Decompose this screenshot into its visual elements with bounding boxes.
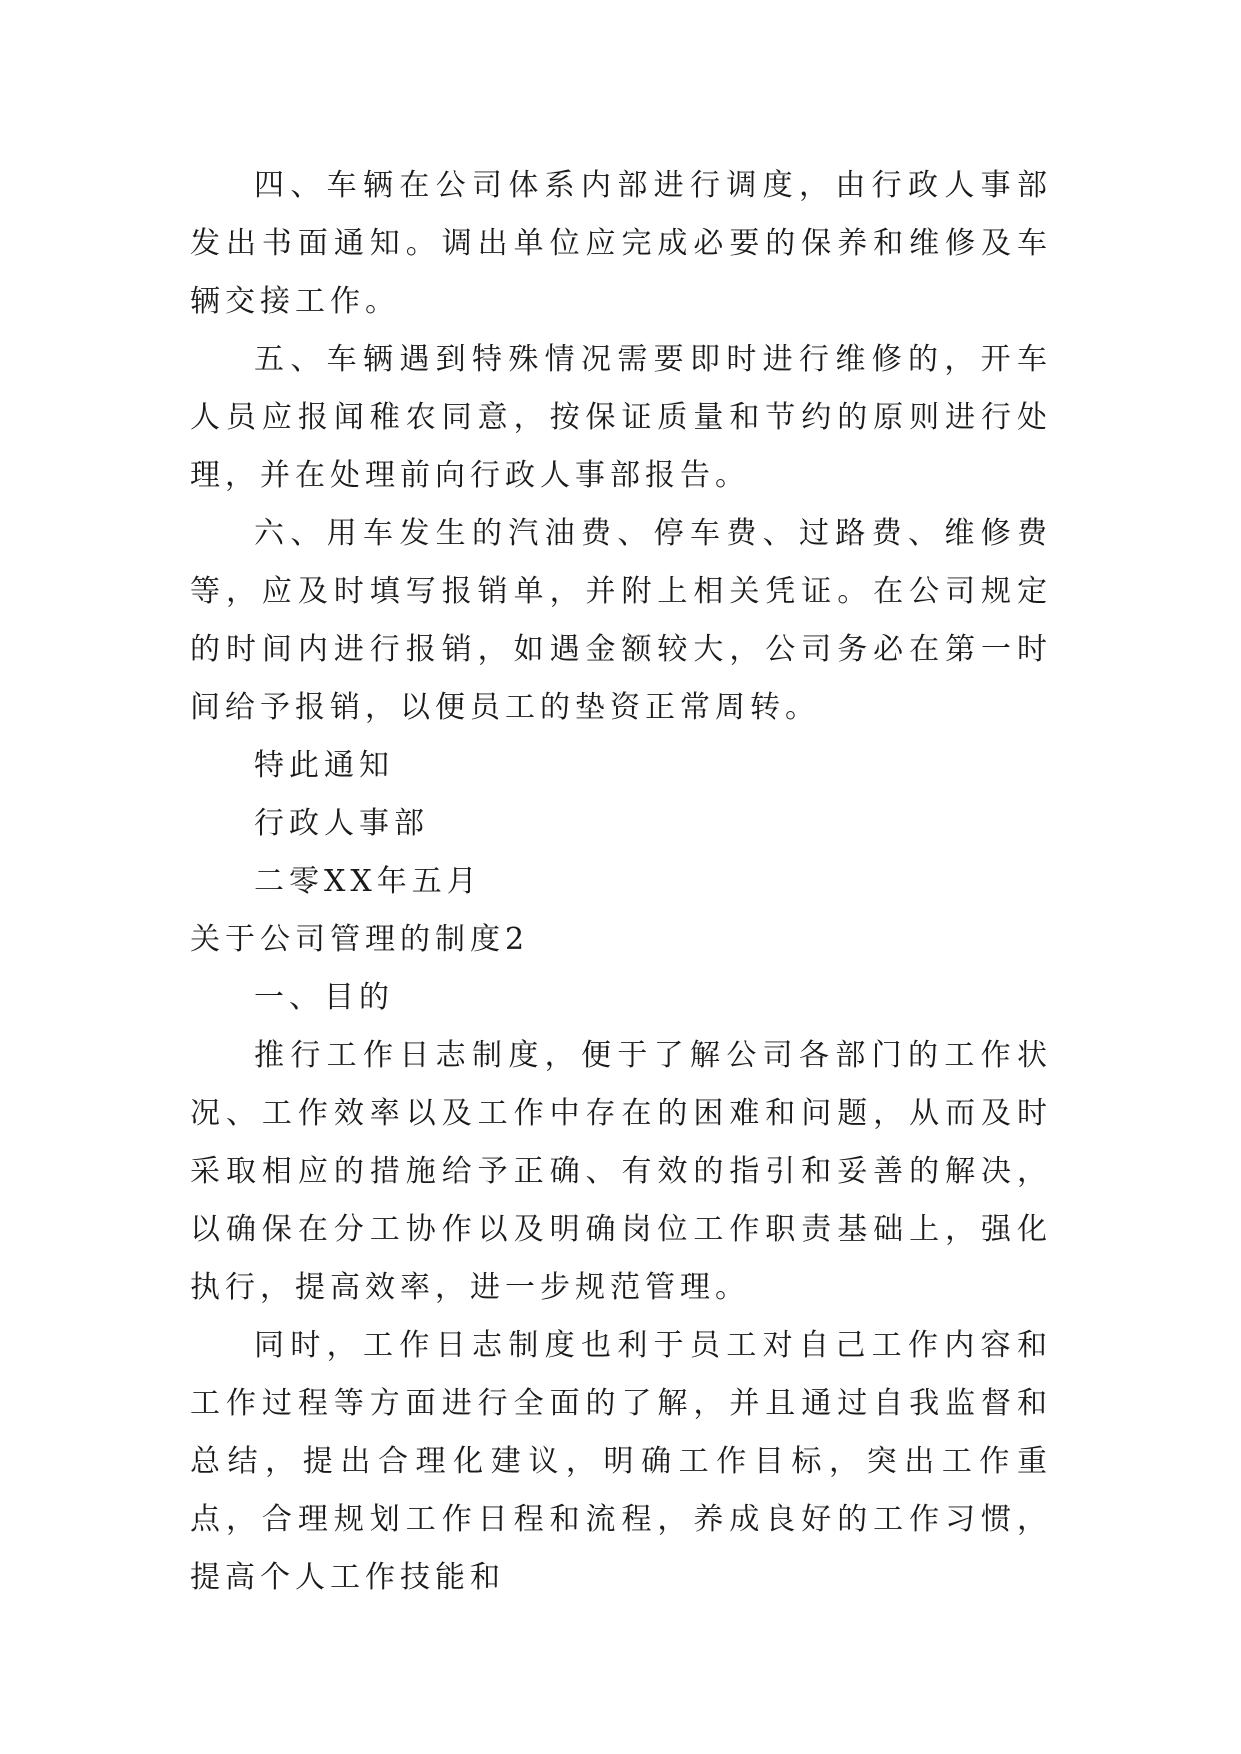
- paragraph-vehicle-repair: 五、车辆遇到特殊情况需要即时进行维修的，开车人员应报闻稚农同意，按保证质量和节约的原则进行处理，并在处理前向行政人事部报告。: [190, 342, 1052, 493]
- section-subheading: 一、目的: [254, 980, 394, 1015]
- paragraph-vehicle-dispatch: 四、车辆在公司体系内部进行调度，由行政人事部发出书面通知。调出单位应完成必要的保养和维修及车辆交接工作。: [190, 168, 1052, 319]
- closing-department: 行政人事部: [254, 806, 429, 841]
- paragraph-vehicle-expenses: 六、用车发生的汽油费、停车费、过路费、维修费等，应及时填写报销单，并附上相关凭证。在公司规定的时间内进行报销，如遇金额较大，公司务必在第一时间给予报销，以便员工的垫资正常周转。: [190, 516, 1052, 725]
- closing-date: 二零XX年五月: [254, 864, 482, 899]
- section-title: 关于公司管理的制度2: [190, 922, 530, 957]
- paragraph-purpose-2: 同时，工作日志制度也利于员工对自己工作内容和工作过程等方面进行全面的了解，并且通过自我监督和总结，提出合理化建议，明确工作目标，突出工作重点，合理规划工作日程和流程，养成良好的工作习惯，提高个人工作技能和: [190, 1328, 1052, 1595]
- paragraph-purpose-1: 推行工作日志制度，便于了解公司各部门的工作状况、工作效率以及工作中存在的困难和问题，从而及时采取相应的措施给予正确、有效的指引和妥善的解决，以确保在分工协作以及明确岗位工作职责基础上，强化执行，提高效率，进一步规范管理。: [190, 1038, 1052, 1305]
- document-body: [190, 157, 1052, 1607]
- closing-notice: 特此通知: [254, 748, 394, 783]
